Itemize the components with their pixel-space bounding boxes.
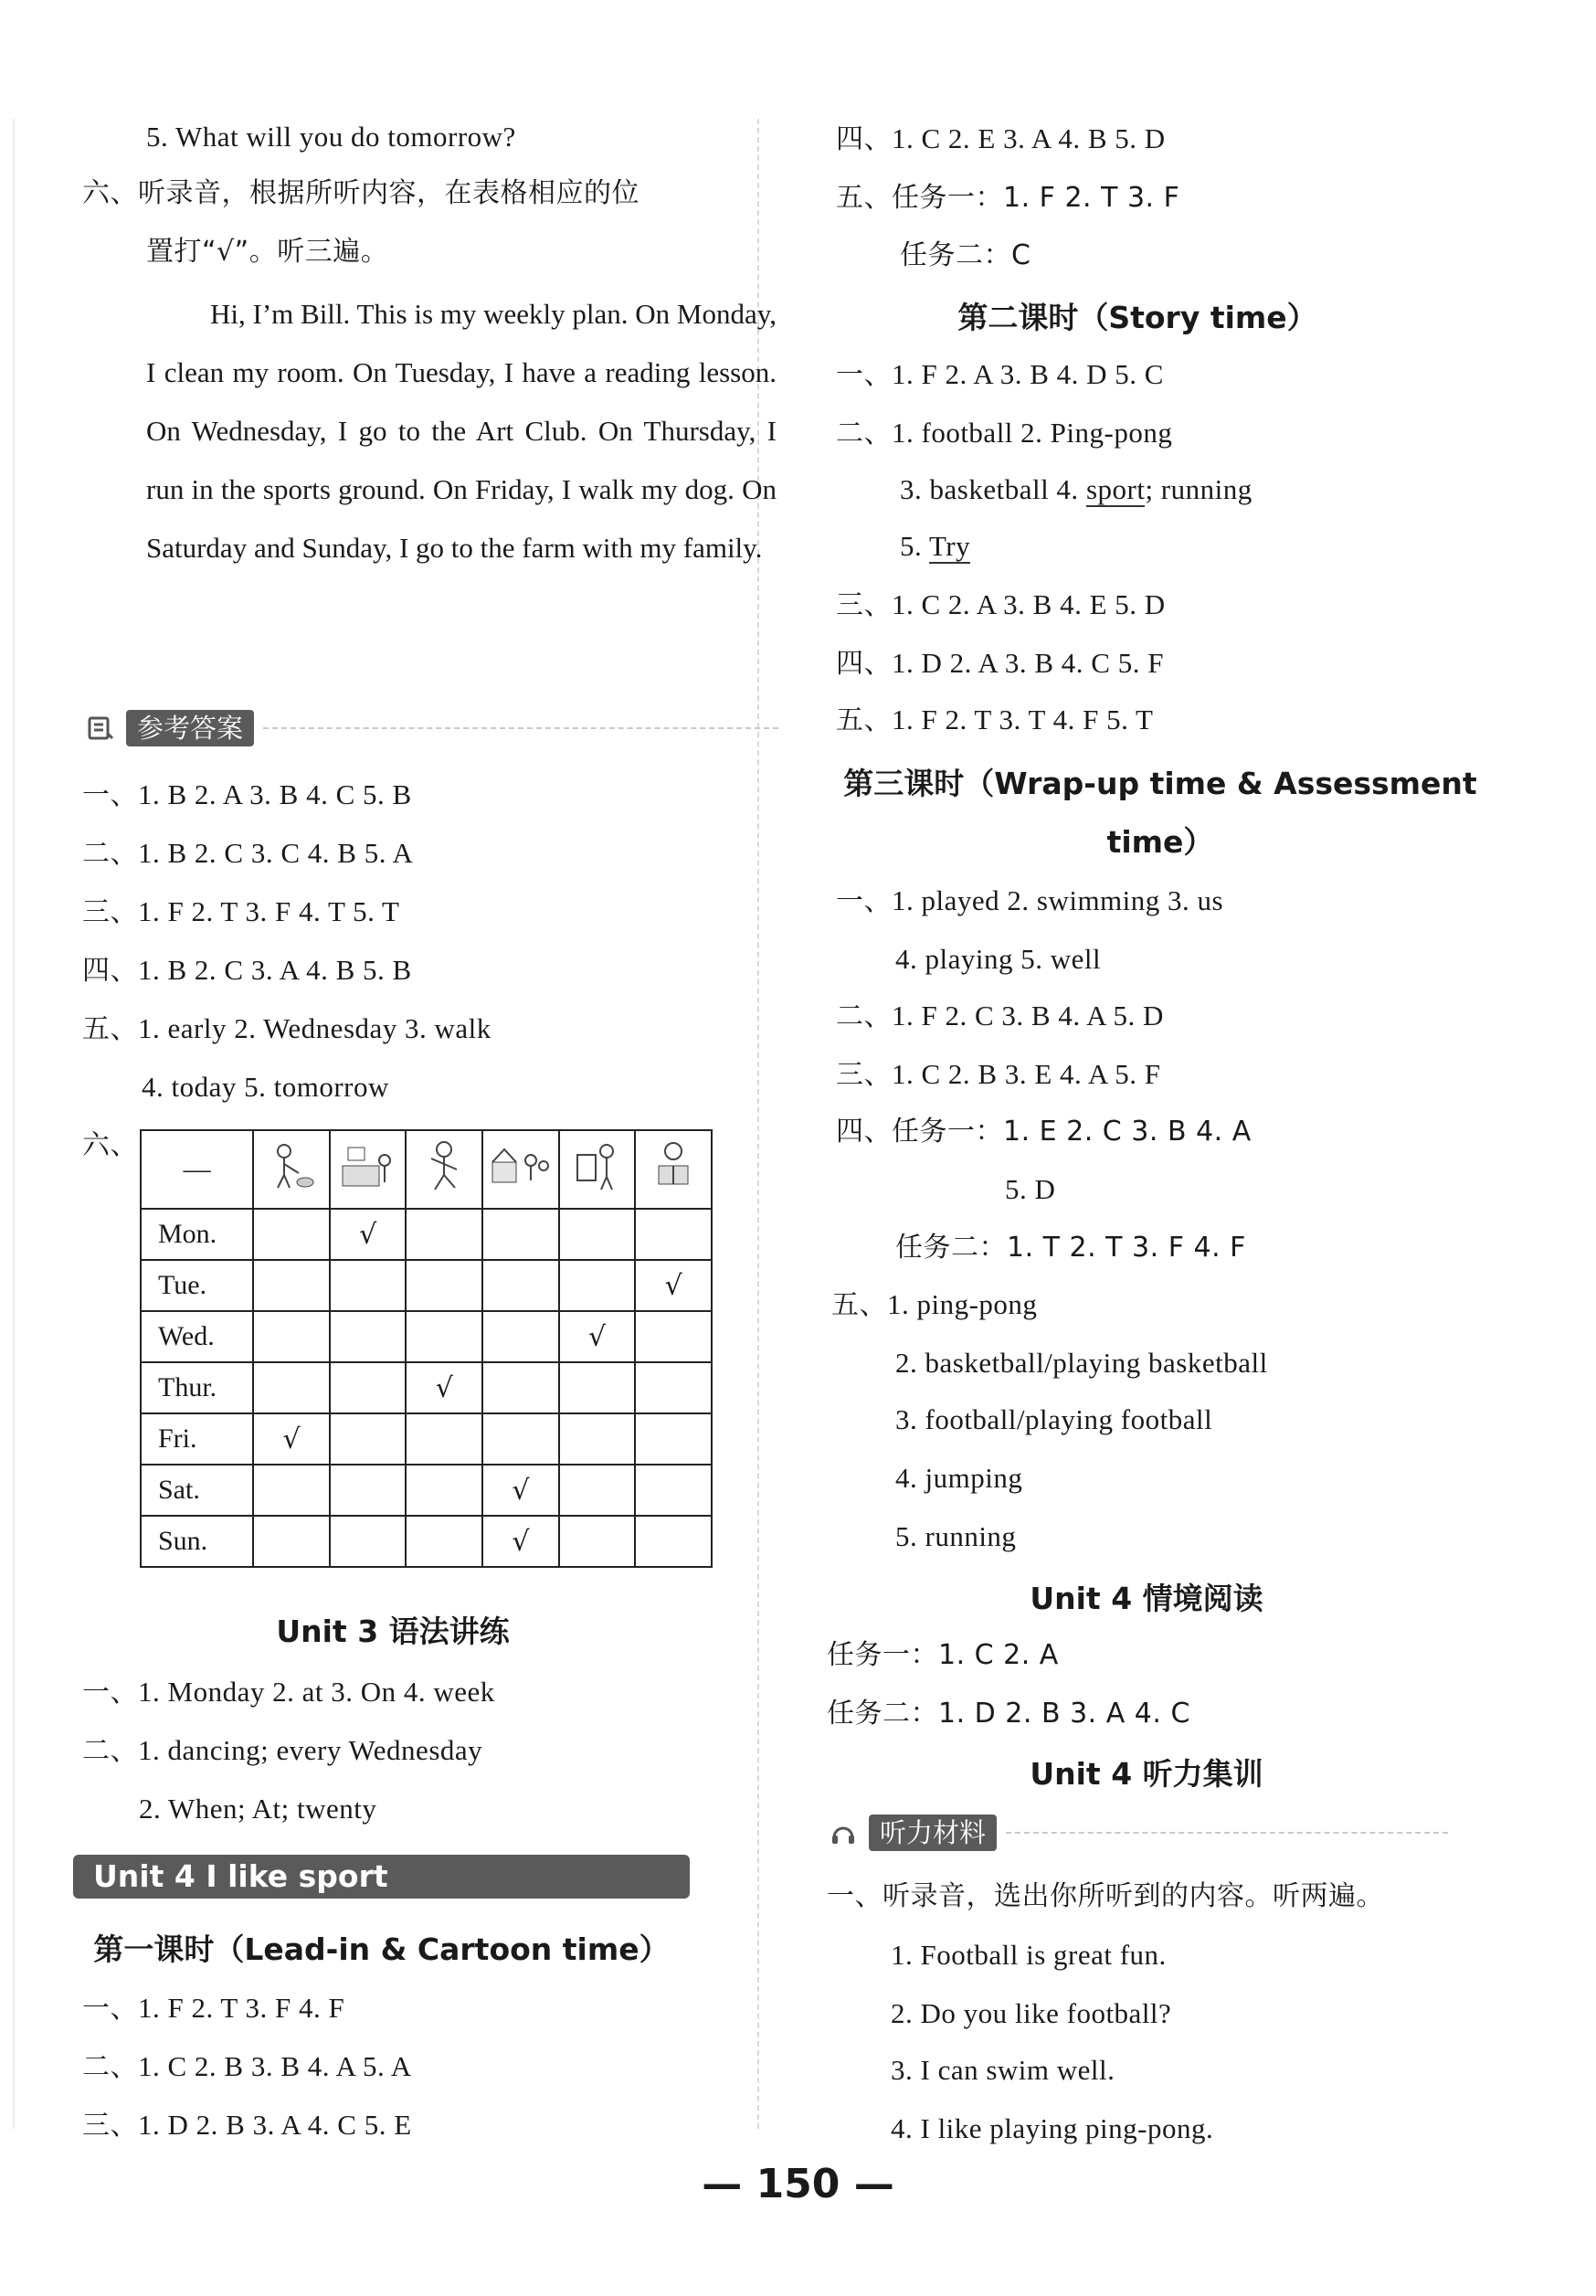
answer-row-4: 四、1. B 2. C 3. A 4. B 5. B [82,954,412,987]
lesson3-wu-item-2: 2. basketball/playing basketball [895,1347,1268,1379]
empty-cell [253,1516,330,1567]
unit4-title-bar: Unit 4 I like sport [73,1855,690,1899]
right-answer-row-si: 四、1. C 2. E 3. A 4. B 5. D [836,122,1166,155]
day-cell: Mon. [141,1209,253,1260]
page-number: — 150 — [702,2161,894,2207]
lesson2-row-yi: 一、1. F 2. A 3. B 4. D 5. C [836,358,1164,391]
day-cell: Fri. [141,1413,253,1465]
empty-cell [406,1465,482,1516]
lesson3-row-yi-cont: 4. playing 5. well [895,943,1102,975]
answer-row-5-cont: 4. today 5. tomorrow [142,1071,389,1103]
unit4-listening-heading: Unit 4 听力集训 [1030,1756,1263,1792]
listening-material-tag [827,1814,1448,1852]
day-cell: Sun. [141,1516,253,1567]
answer-key-tag [84,709,778,747]
empty-cell [635,1362,712,1413]
day-cell: Thur. [141,1362,253,1413]
section-six-instruction-line1: 六、听录音，根据所听内容，在表格相应的位 [82,177,639,209]
empty-cell [635,1516,712,1567]
check-mark: √ [435,1371,453,1404]
answer-row-1: 一、1. B 2. A 3. B 4. C 5. B [82,778,412,811]
clean-room-picture [339,1138,397,1193]
check-cell [253,1413,330,1465]
empty-cell [559,1413,636,1465]
empty-cell [406,1413,482,1465]
answer-key-label: 参考答案 [126,710,254,746]
unit3-answer-row-1: 一、1. Monday 2. at 3. On 4. week [82,1676,495,1709]
lesson3-heading-line1: 第三课时（Wrap-up time & Assessment [843,766,1477,801]
lesson1-answer-row-1: 一、1. F 2. T 3. F 4. F [82,1992,345,2025]
headphones-icon [827,1816,860,1849]
tag-dashed-rule [263,727,778,729]
empty-cell [635,1465,712,1516]
listening-material-label: 听力材料 [869,1815,997,1851]
empty-cell [406,1209,482,1260]
listening-passage: Hi, I’m Bill. This is my weekly plan. On Monday, I clean my room. On Tuesday, I have a reading lesson. On Wednesday, I go to the Art Club. On Thursday, I run in the sports ground. On Friday, I walk my dog. On Saturday and Sunday, I go to the farm with my family. [146,298,777,564]
lesson3-wu-item-5: 5. running [895,1520,1017,1552]
empty-cell [330,1362,407,1413]
unit3-heading: Unit 3 语法讲练 [276,1614,510,1649]
empty-cell [330,1516,407,1567]
lesson2-row-er: 二、1. football 2. Ping-pong [836,417,1173,450]
empty-cell [482,1413,559,1465]
check-mark: √ [664,1269,682,1302]
lesson2-row-san: 三、1. C 2. A 3. B 4. E 5. D [836,588,1166,621]
listening-item-1: 1. Football is great fun. [891,1939,1167,1971]
listening-item-4: 4. I like playing ping-pong. [891,2112,1214,2144]
check-cell [330,1209,407,1260]
empty-cell [253,1260,330,1311]
reading-task1: 任务一：1. C 2. A [827,1639,1059,1671]
weekly-plan-table [140,1129,713,1568]
book-icon [84,712,117,745]
reading-picture [646,1138,701,1193]
lesson1-heading: 第一课时（Lead-in & Cartoon time） [93,1931,670,1967]
art-club-picture [570,1138,625,1193]
right-task2-answer: 任务二：C [900,239,1031,271]
check-mark: √ [512,1525,530,1558]
lesson3-task2: 任务二：1. T 2. T 3. F 4. F [895,1232,1246,1264]
lesson1-answer-row-2: 二、1. C 2. B 3. B 4. A 5. A [82,2050,412,2083]
empty-cell [635,1413,712,1465]
empty-cell [253,1465,330,1516]
lesson3-row-si-cont: 5. D [1005,1173,1056,1205]
day-cell: Sat. [141,1465,253,1516]
unit3-answer-row-2-cont: 2. When; At; twenty [139,1793,377,1825]
table-row [141,1413,712,1465]
table-row [141,1209,712,1260]
tag-dashed-rule [1006,1832,1448,1834]
empty-cell [406,1311,482,1362]
section-six-instruction-line2: 置打“√”。听三遍。 [146,236,389,268]
page-edge-line [13,119,15,2129]
lesson2-heading: 第二课时（Story time） [957,300,1317,335]
check-cell [482,1516,559,1567]
lesson3-row-san: 三、1. C 2. B 3. E 4. A 5. F [836,1058,1161,1091]
header-blank-cell: — [141,1130,253,1209]
check-mark: √ [512,1474,530,1507]
empty-cell [253,1311,330,1362]
lesson3-row-wu: 五、1. ping-pong [831,1288,1038,1321]
lesson2-row-si: 四、1. D 2. A 3. B 4. C 5. F [836,647,1164,680]
listening-item-2: 2. Do you like football? [891,1997,1172,2029]
lesson2-row-er-cont2: 5. Try [900,530,971,562]
table-row [141,1260,712,1311]
check-cell [482,1465,559,1516]
empty-cell [253,1362,330,1413]
empty-cell [559,1209,636,1260]
underlined-sport: sport [1085,473,1146,505]
lesson3-wu-item-3: 3. football/playing football [895,1403,1213,1435]
header-picture-art-club [559,1130,636,1209]
unit4-reading-heading: Unit 4 情境阅读 [1030,1581,1263,1616]
empty-cell [330,1260,407,1311]
answer-row-3: 三、1. F 2. T 3. F 4. T 5. T [82,895,400,928]
script-question-5: 5. What will you do tomorrow? [146,121,516,153]
header-picture-farm [482,1130,559,1209]
empty-cell [635,1209,712,1260]
listening-item-3: 3. I can swim well. [891,2054,1115,2086]
answer-row-2: 二、1. B 2. C 3. C 4. B 5. A [82,837,414,870]
listening-instruction: 一、听录音，选出你所听到的内容。听两遍。 [827,1880,1384,1912]
empty-cell [559,1465,636,1516]
check-cell [559,1311,636,1362]
empty-cell [559,1362,636,1413]
table-row [141,1362,712,1413]
table-row [141,1516,712,1567]
reading-task2: 任务二：1. D 2. B 3. A 4. C [827,1698,1190,1730]
empty-cell [330,1311,407,1362]
empty-cell [406,1260,482,1311]
empty-cell [482,1209,559,1260]
empty-cell [482,1311,559,1362]
header-picture-clean-room [330,1130,407,1209]
empty-cell [559,1260,636,1311]
answer-row-5: 五、1. early 2. Wednesday 3. walk [82,1012,491,1045]
lesson2-row-wu: 五、1. F 2. T 3. T 4. F 5. T [836,704,1154,736]
empty-cell [253,1209,330,1260]
underlined-try: Try [928,530,971,562]
empty-cell [330,1465,407,1516]
header-picture-walk-dog [253,1130,330,1209]
day-cell: Wed. [141,1311,253,1362]
table-row [141,1465,712,1516]
table-header-row [141,1130,712,1209]
walk-dog-picture [264,1138,319,1193]
unit3-answer-row-2: 二、1. dancing; every Wednesday [82,1734,483,1767]
empty-cell [482,1362,559,1413]
lesson2-row-er-cont: 3. basketball 4. sport; running [900,473,1252,505]
lesson1-answer-row-3: 三、1. D 2. B 3. A 4. C 5. E [82,2109,412,2142]
check-cell [406,1362,482,1413]
header-picture-run [406,1130,482,1209]
day-cell: Tue. [141,1260,253,1311]
check-cell [635,1260,712,1311]
farm-picture [489,1138,553,1193]
check-mark: √ [282,1423,301,1455]
empty-cell [482,1260,559,1311]
empty-cell [559,1516,636,1567]
lesson3-wu-item-4: 4. jumping [895,1462,1023,1494]
table-row [141,1311,712,1362]
right-answer-row-wu: 五、任务一：1. F 2. T 3. F [836,182,1180,214]
section-six-label: 六、 [82,1129,138,1161]
lesson3-row-si: 四、任务一：1. E 2. C 3. B 4. A [836,1116,1252,1148]
empty-cell [635,1311,712,1362]
check-mark: √ [359,1218,377,1251]
empty-cell [330,1413,407,1465]
header-picture-reading [635,1130,712,1209]
lesson3-row-yi: 一、1. played 2. swimming 3. us [836,884,1224,917]
lesson3-heading-line2: time） [1106,824,1214,860]
empty-cell [406,1516,482,1567]
lesson3-row-er: 二、1. F 2. C 3. B 4. A 5. D [836,1000,1164,1032]
check-mark: √ [588,1320,607,1353]
run-picture [417,1138,471,1193]
